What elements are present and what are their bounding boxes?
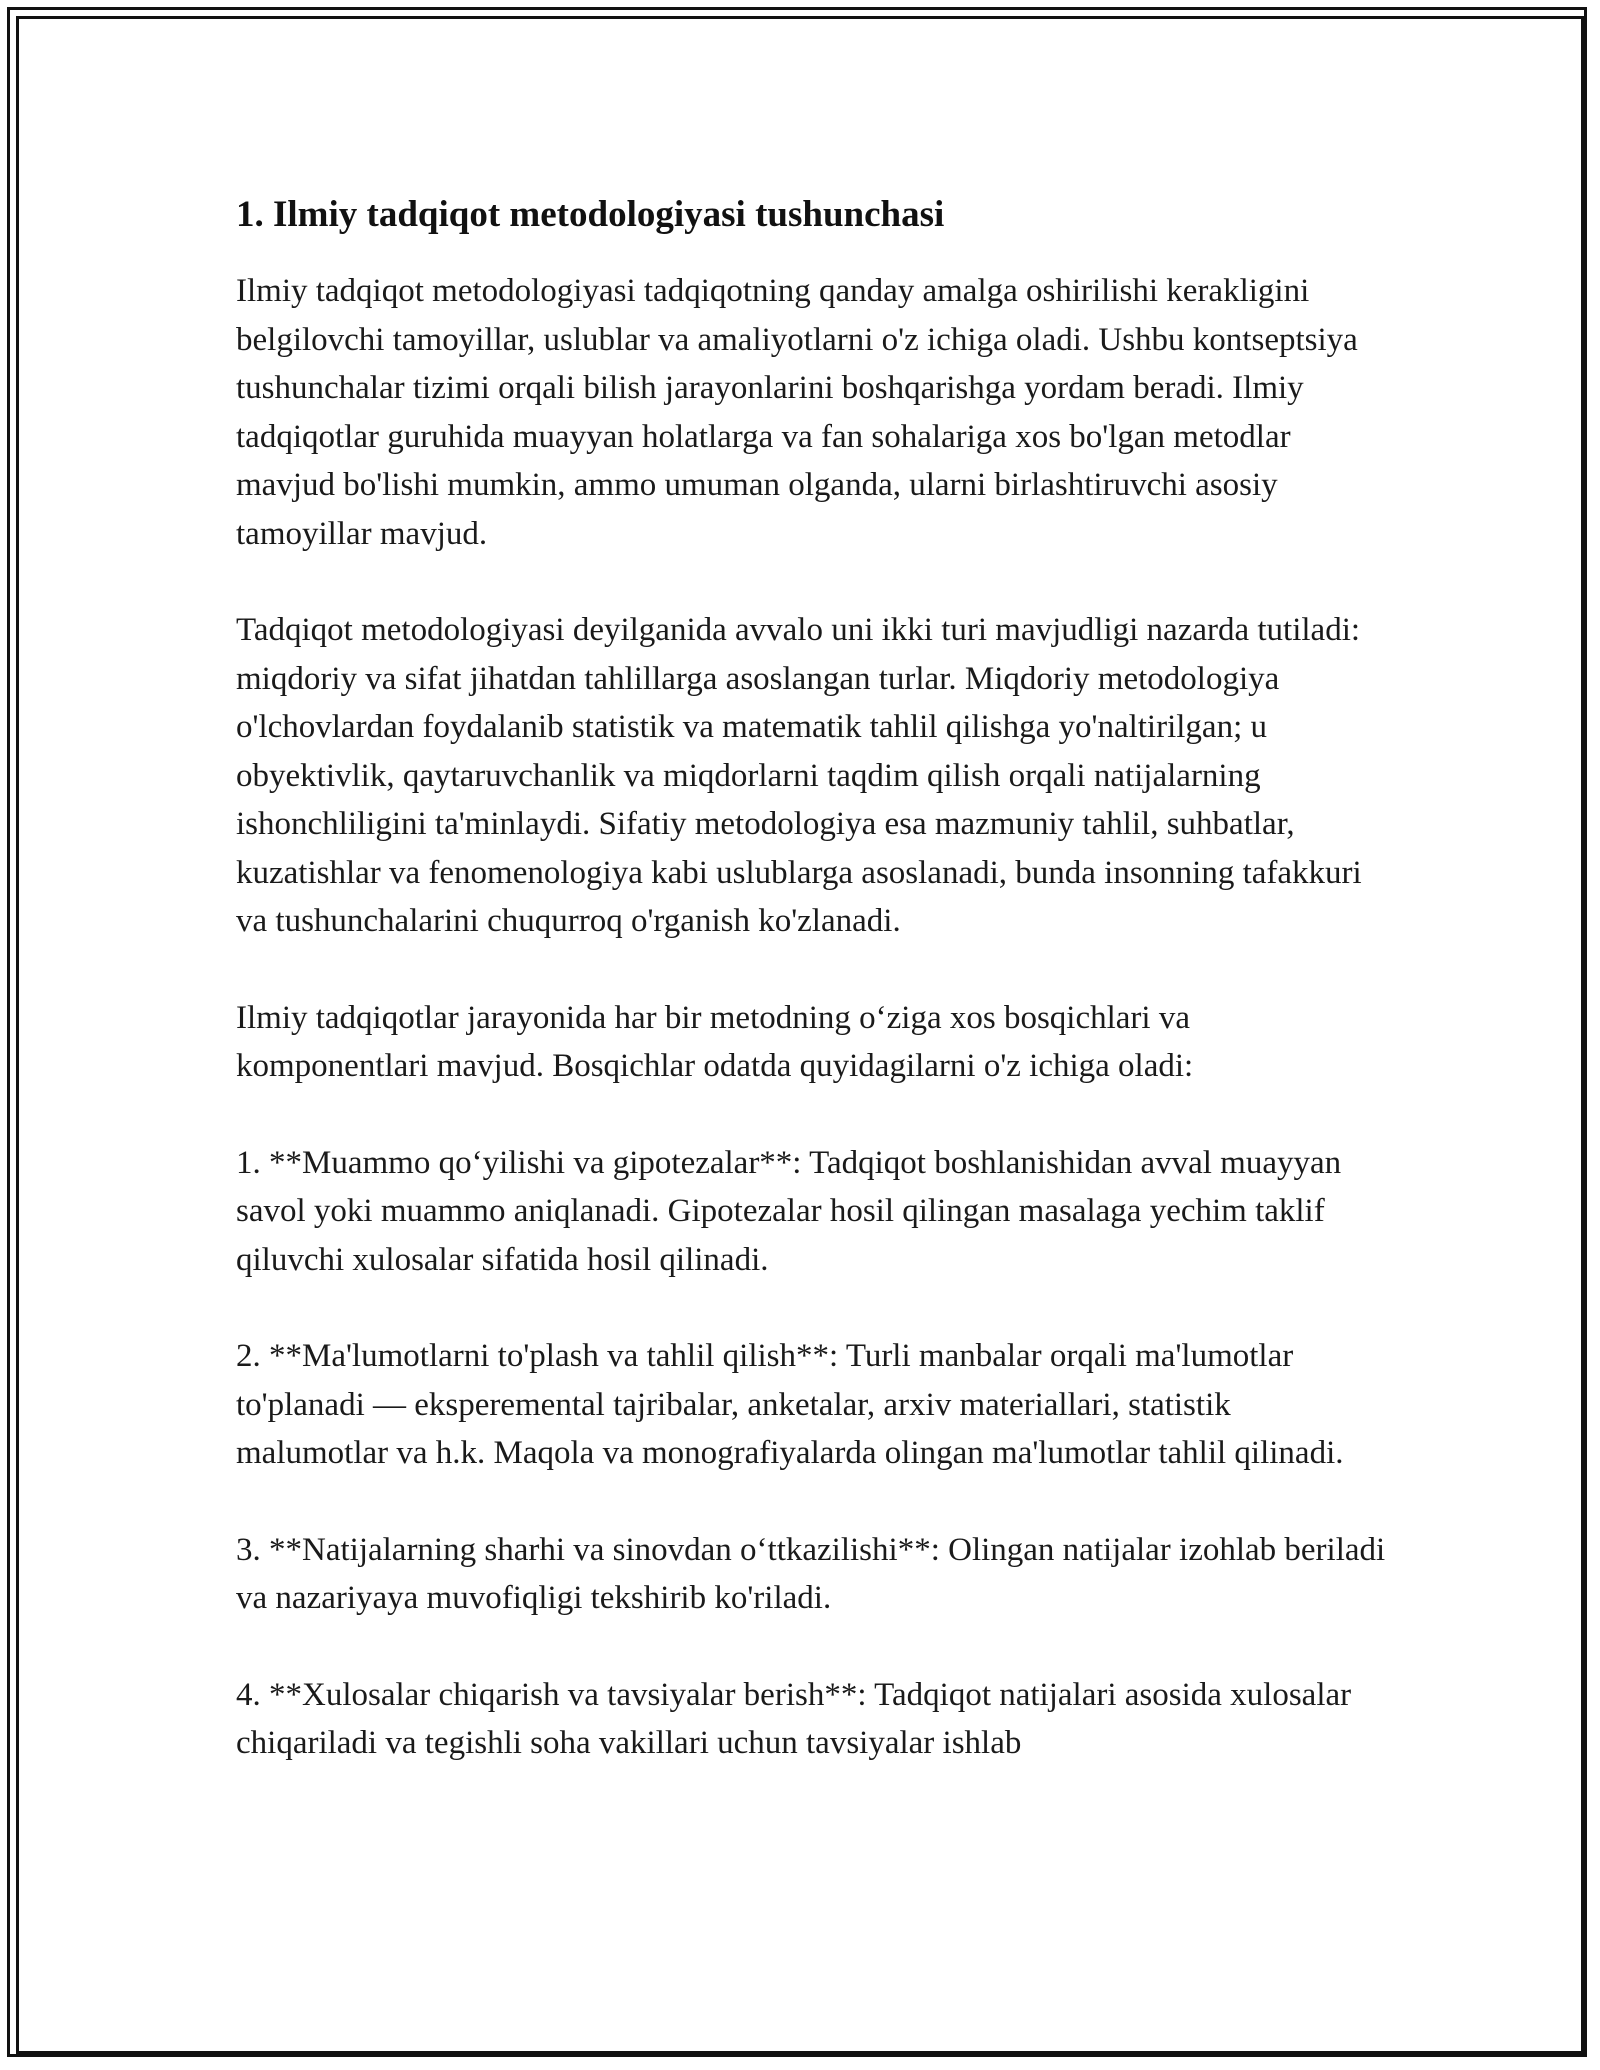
list-item-stage-1: 1. **Muammo qo‘yilishi va gipotezalar**: Tadqiqot boshlanishidan avval muayyan savol yoki muammo aniqlanadi. Gipotezalar hosil qilingan masalaga yechim taklif qiluvchi xulosalar sifatida hosil qilinadi. <box>236 1144 1342 1278</box>
list-item-stage-3: 3. **Natijalarning sharhi va sinovdan o‘ttkazilishi**: Olingan natijalar izohlab beriladi va nazariyaya muvofiqligi tekshirib ko'riladi. <box>236 1531 1386 1616</box>
paragraph-intro: Ilmiy tadqiqot metodologiyasi tadqiqotning qanday amalga oshirilishi kerakligini belgilovchi tamoyillar, uslublar va amaliyotlarni o'z ichiga oladi. Ushbu kontseptsiya tushunchalar tizimi orqali bilish jarayonlarini boshqarishga yordam beradi. Ilmiy tadqiqotlar guruhida muayyan holatlarga va fan sohalariga xos bo'lgan metodlar mavjud bo'lishi mumkin, ammo umuman olganda, ularni birlashtiruvchi asosiy tamoyillar mavjud. <box>236 273 1358 552</box>
list-item-stage-2: 2. **Ma'lumotlarni to'plash va tahlil qilish**: Turli manbalar orqali ma'lumotlar to'planadi — eksperemental tajribalar, anketalar, arxiv materiallari, statistik malumotlar va h.k. Maqola va monografiyalarda olingan ma'lumotlar tahlil qilinadi. <box>236 1338 1344 1471</box>
section-heading: 1. Ilmiy tadqiqot metodologiyasi tushunchasi <box>236 194 945 235</box>
paragraph-stages-intro: Ilmiy tadqiqotlar jarayonida har bir metodning o‘ziga xos bosqichlari va komponentlari mavjud. Bosqichlar odatda quyidagilarni o'z ichiga oladi: <box>236 999 1194 1084</box>
list-item-stage-4: 4. **Xulosalar chiqarish va tavsiyalar berish**: Tadqiqot natijalari asosida xulosalar chiqariladi va tegishli soha vakillari uchun tavsiyalar ishlab <box>236 1676 1352 1761</box>
paragraph-methodology-types: Tadqiqot metodologiyasi deyilganida avvalo uni ikki turi mavjudligi nazarda tutiladi: miqdoriy va sifat jihatdan tahlillarga asoslangan turlar. Miqdoriy metodologiya o'lchovlardan foydalanib statistik va matematik tahlil qilishga yo'naltirilgan; u obyektivlik, qaytaruvchanlik va miqdorlarni taqdim qilish orqali natijalarning ishonchliligini ta'minlaydi. Sifatiy metodologiya esa mazmuniy tahlil, suhbatlar, kuzatishlar va fenomenologiya kabi uslublarga asoslanadi, bunda insonning tafakkuri va tushunchalarini chuqurroq o'rganish ko'zlanadi. <box>236 612 1362 939</box>
document-body <box>236 187 1386 1768</box>
